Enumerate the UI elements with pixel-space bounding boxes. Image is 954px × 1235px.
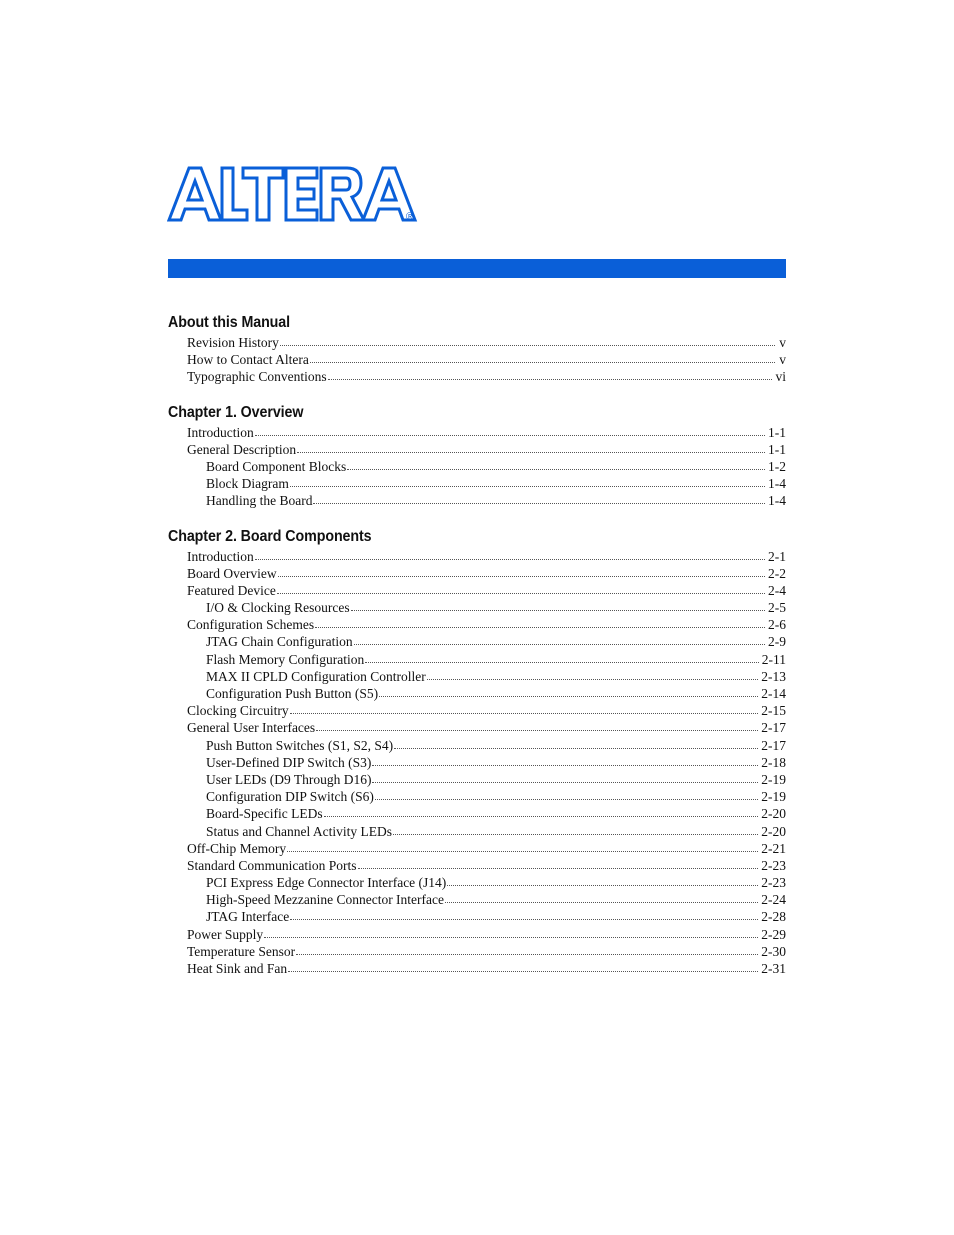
toc-leader-dots xyxy=(393,824,758,835)
toc-leader-dots xyxy=(280,335,775,346)
altera-logo-graphic xyxy=(167,166,421,224)
toc-leader-dots xyxy=(358,858,759,869)
toc-entry-page: 2-21 xyxy=(761,840,786,856)
toc-entry-page: v xyxy=(779,335,786,350)
toc-entry-label: PCI Express Edge Connector Interface (J14) xyxy=(206,875,447,891)
toc-entry[interactable] xyxy=(168,565,786,582)
toc-entry-page: 2-13 xyxy=(761,668,786,684)
toc-entry[interactable] xyxy=(168,908,786,925)
toc-entry-page: 2-5 xyxy=(768,600,786,616)
toc-section-title[interactable]: Chapter 2. Board Components xyxy=(168,527,372,545)
toc-entry-label: JTAG Chain Configuration xyxy=(206,634,353,650)
toc-entry-page: 2-28 xyxy=(761,909,786,925)
toc-entry-label: Power Supply xyxy=(187,926,264,942)
toc-entry[interactable] xyxy=(168,754,786,771)
toc-section xyxy=(168,312,786,386)
table-of-contents xyxy=(168,312,786,993)
toc-entry-label: Handling the Board xyxy=(206,493,313,509)
toc-entry[interactable] xyxy=(168,737,786,754)
toc-entry-page: 2-30 xyxy=(761,943,786,959)
toc-entry[interactable] xyxy=(168,351,786,368)
toc-entry[interactable] xyxy=(168,441,786,458)
toc-entry-label: Configuration Push Button (S5) xyxy=(206,686,379,701)
toc-entry-label: How to Contact Altera xyxy=(187,352,309,368)
toc-entry-label: Clocking Circuitry xyxy=(187,703,289,719)
registered-mark: ® xyxy=(406,211,415,223)
toc-entry-page: 2-1 xyxy=(768,548,786,564)
toc-leader-dots xyxy=(347,459,765,470)
toc-leader-dots xyxy=(324,806,759,817)
toc-leader-dots xyxy=(328,369,773,380)
toc-entry-page: 2-23 xyxy=(761,857,786,873)
toc-leader-dots xyxy=(354,634,765,645)
toc-entry-label: Board-Specific LEDs xyxy=(206,806,323,822)
toc-leader-dots xyxy=(315,617,765,628)
toc-leader-dots xyxy=(372,755,758,766)
toc-entry-label: JTAG Interface xyxy=(206,909,290,925)
toc-leader-dots xyxy=(427,669,759,680)
toc-leader-dots xyxy=(264,927,758,938)
toc-leader-dots xyxy=(296,944,758,955)
toc-entry-label: Revision History xyxy=(187,335,279,350)
toc-leader-dots xyxy=(288,961,758,972)
toc-entry-label: Status and Channel Activity LEDs xyxy=(206,823,392,839)
toc-entry-page: 2-19 xyxy=(761,771,786,787)
toc-entry-page: 2-20 xyxy=(761,823,786,839)
toc-entry-page: v xyxy=(779,352,786,368)
toc-entry-label: I/O & Clocking Resources xyxy=(206,600,350,616)
toc-leader-dots xyxy=(255,549,765,560)
toc-entry-page: 2-20 xyxy=(761,806,786,822)
toc-entry[interactable] xyxy=(168,492,786,509)
toc-entry[interactable] xyxy=(168,926,786,943)
toc-entry[interactable] xyxy=(168,874,786,891)
toc-leader-dots xyxy=(287,841,758,852)
toc-entry-label: User-Defined DIP Switch (S3) xyxy=(206,754,372,770)
toc-entry-page: 2-17 xyxy=(761,720,786,736)
toc-leader-dots xyxy=(297,442,765,453)
toc-entry[interactable] xyxy=(168,651,786,668)
toc-entry[interactable] xyxy=(168,368,786,385)
toc-entry-page: 2-29 xyxy=(761,926,786,942)
toc-entry-label: Heat Sink and Fan xyxy=(187,961,288,976)
toc-leader-dots xyxy=(310,352,775,363)
toc-entry-page: 2-17 xyxy=(761,737,786,753)
toc-entry[interactable] xyxy=(168,475,786,492)
toc-entry[interactable] xyxy=(168,424,786,441)
toc-leader-dots xyxy=(290,909,758,920)
toc-leader-dots xyxy=(290,476,765,487)
toc-entry[interactable] xyxy=(168,719,786,736)
toc-entry[interactable] xyxy=(168,582,786,599)
toc-entry-page: 1-1 xyxy=(768,424,786,440)
toc-entry[interactable] xyxy=(168,805,786,822)
toc-entry-page: 2-9 xyxy=(768,634,786,650)
toc-entry-label: General Description xyxy=(187,441,297,457)
toc-entry-page: 2-2 xyxy=(768,565,786,581)
toc-entry-page: 1-4 xyxy=(768,493,786,509)
toc-leader-dots xyxy=(316,720,758,731)
toc-entry[interactable] xyxy=(168,771,786,788)
toc-leader-dots xyxy=(445,892,758,903)
toc-leader-dots xyxy=(290,703,759,714)
toc-entry[interactable] xyxy=(168,960,786,977)
toc-entry[interactable] xyxy=(168,548,786,565)
altera-logo xyxy=(167,166,421,224)
toc-entry-label: Temperature Sensor xyxy=(187,943,296,959)
toc-entry-label: Off-Chip Memory xyxy=(187,840,287,856)
toc-entry-page: vi xyxy=(775,369,786,385)
toc-entry-page: 2-4 xyxy=(768,582,786,598)
toc-leader-dots xyxy=(277,583,765,594)
toc-entry[interactable] xyxy=(168,840,786,857)
toc-entry-page: 2-31 xyxy=(761,961,786,976)
toc-entry[interactable] xyxy=(168,891,786,908)
toc-entry-page: 1-2 xyxy=(768,458,786,474)
toc-leader-dots xyxy=(278,566,765,577)
toc-entry[interactable] xyxy=(168,334,786,351)
toc-entry[interactable] xyxy=(168,633,786,650)
toc-section xyxy=(168,526,786,978)
toc-entry-label: Flash Memory Configuration xyxy=(206,651,365,667)
toc-entry[interactable] xyxy=(168,702,786,719)
toc-entry[interactable] xyxy=(168,668,786,685)
toc-entry[interactable] xyxy=(168,458,786,475)
toc-entry-label: Push Button Switches (S1, S2, S4) xyxy=(206,737,394,753)
toc-entry[interactable] xyxy=(168,823,786,840)
toc-entry[interactable] xyxy=(168,943,786,960)
toc-entry-page: 2-18 xyxy=(761,754,786,770)
toc-entry-label: General User Interfaces xyxy=(187,720,316,736)
toc-leader-dots xyxy=(447,875,758,886)
toc-entry-page: 1-1 xyxy=(768,441,786,457)
toc-leader-dots xyxy=(313,493,765,504)
toc-section-title[interactable]: About this Manual xyxy=(168,314,291,331)
toc-entry-label: MAX II CPLD Configuration Controller xyxy=(206,668,426,684)
toc-leader-dots xyxy=(351,600,765,611)
header-color-bar xyxy=(168,259,786,278)
toc-entry[interactable] xyxy=(168,616,786,633)
toc-entry-label: Board Component Blocks xyxy=(206,458,347,474)
toc-entry-page: 2-19 xyxy=(761,789,786,805)
toc-entry-page: 2-23 xyxy=(761,875,786,891)
toc-leader-dots xyxy=(394,738,758,749)
toc-entry-label: Configuration Schemes xyxy=(187,617,315,633)
toc-entry-label: Featured Device xyxy=(187,582,276,598)
toc-entry-label: Block Diagram xyxy=(206,476,289,492)
toc-entry-page: 2-14 xyxy=(761,686,786,701)
toc-entry-label: Introduction xyxy=(187,424,254,440)
toc-entry-label: User LEDs (D9 Through D16) xyxy=(206,771,372,787)
toc-entry-label: High-Speed Mezzanine Connector Interface xyxy=(206,892,445,908)
toc-entry-label: Configuration DIP Switch (S6) xyxy=(206,789,374,805)
toc-entry-label: Board Overview xyxy=(187,565,277,581)
toc-entry-page: 1-4 xyxy=(768,476,786,492)
toc-leader-dots xyxy=(365,652,759,663)
toc-leader-dots xyxy=(255,425,765,436)
toc-entry-page: 2-6 xyxy=(768,617,786,633)
toc-entry[interactable] xyxy=(168,685,786,702)
toc-entry-label: Typographic Conventions xyxy=(187,369,327,385)
toc-entry-page: 2-24 xyxy=(761,892,786,908)
toc-leader-dots xyxy=(379,686,758,697)
toc-entry[interactable] xyxy=(168,599,786,616)
toc-entry[interactable] xyxy=(168,788,786,805)
toc-entry-label: Standard Communication Ports xyxy=(187,857,357,873)
toc-entry[interactable] xyxy=(168,857,786,874)
toc-leader-dots xyxy=(375,789,758,800)
toc-entry-page: 2-11 xyxy=(761,651,786,667)
toc-entry-label: Introduction xyxy=(187,548,254,564)
toc-leader-dots xyxy=(372,772,758,783)
toc-section-title[interactable]: Chapter 1. Overview xyxy=(168,403,304,421)
toc-entry-page: 2-15 xyxy=(761,703,786,719)
toc-section xyxy=(168,402,786,510)
